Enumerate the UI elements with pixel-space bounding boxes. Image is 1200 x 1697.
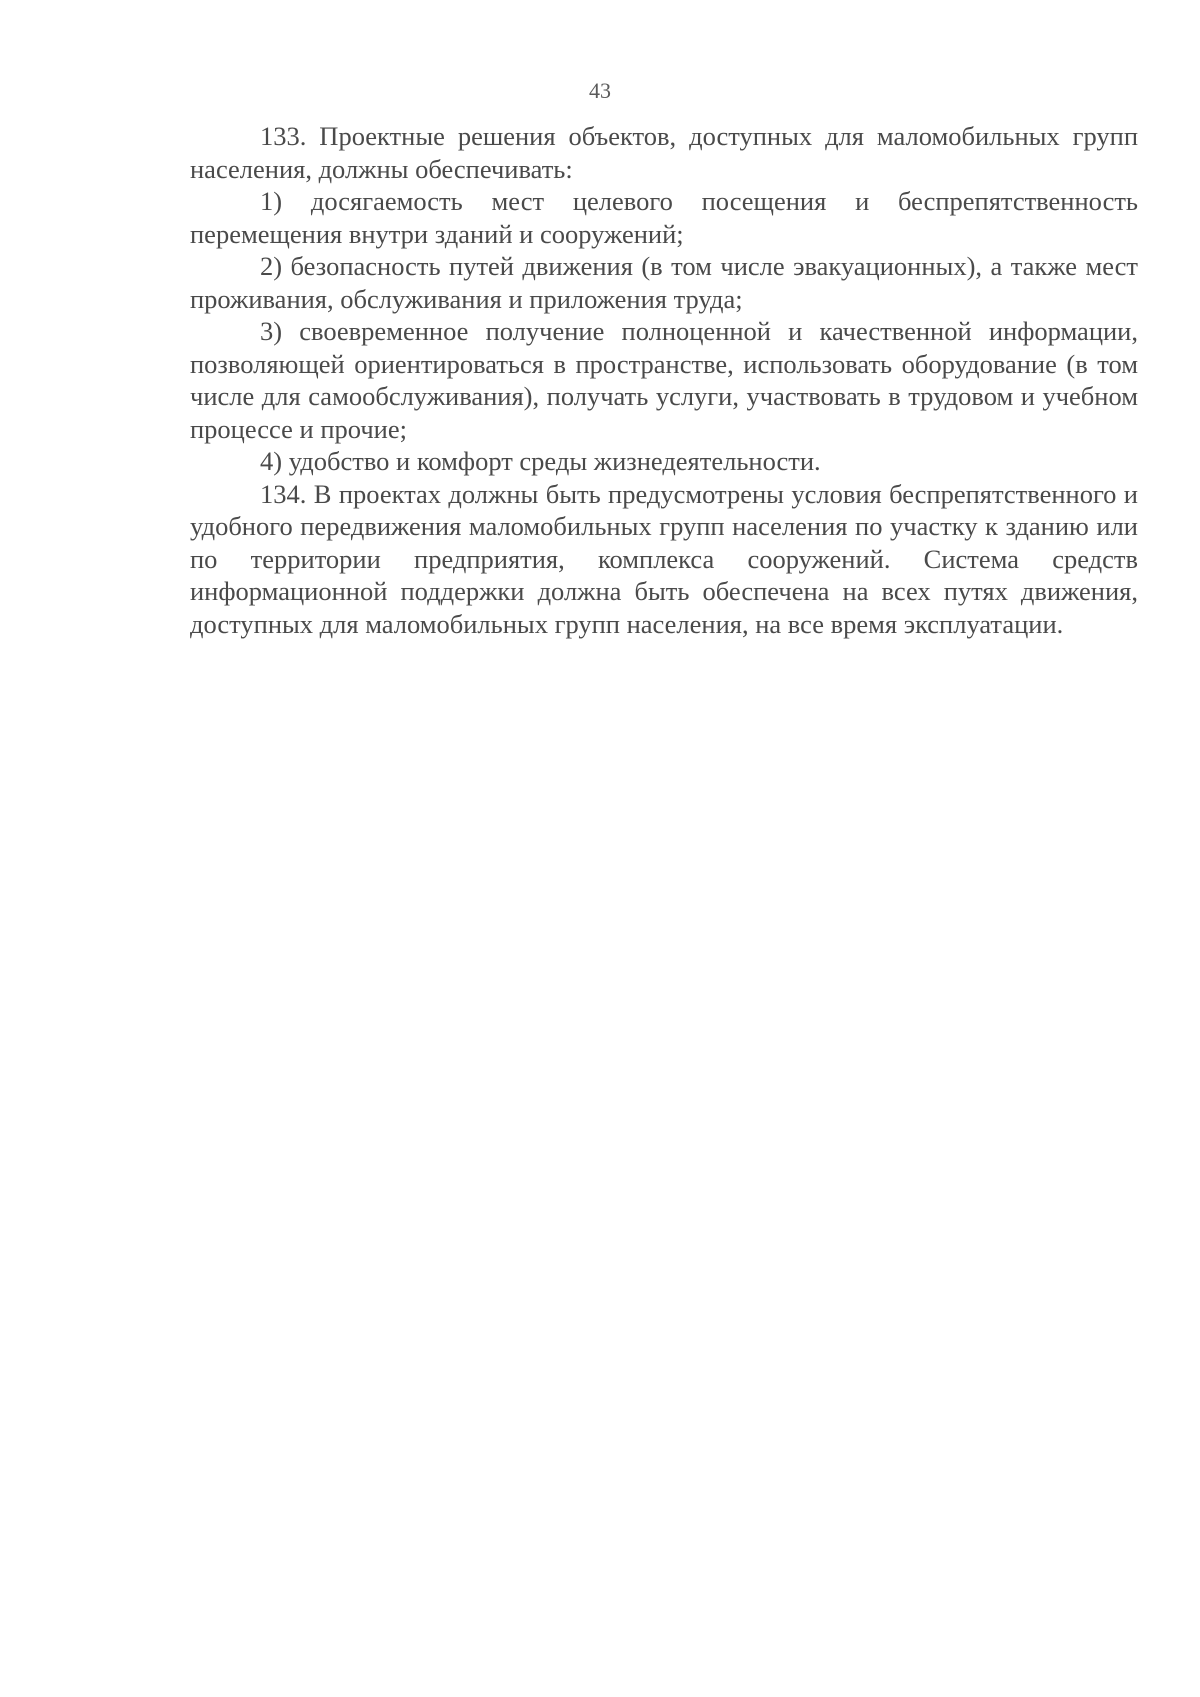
list-item-3: 3) своевременное получение полноценной и качественной информации, позволяющей ориентироваться в пространстве, использовать оборудование (в том числе для самообслуживания), получать услуги, участвовать в трудовом и учебном процессе и прочие; (190, 316, 1138, 444)
list-item-2: 2) безопасность путей движения (в том числе эвакуационных), а также мест проживания, обслуживания и приложения труда; (190, 251, 1138, 314)
page-number: 43 (589, 78, 611, 103)
paragraph-134: 134. В проектах должны быть предусмотрены условия беспрепятственного и удобного передвижения маломобильных групп населения по участку к зданию или по территории предприятия, комплекса сооружений. Система средств информационной поддержки должна быть обеспечена на всех путях движения, доступных для маломобильных групп населения, на все время эксплуатации. (190, 478, 1138, 639)
list-item-4: 4) удобство и комфорт среды жизнедеятельности. (260, 446, 821, 476)
list-item-1: 1) досягаемость мест целевого посещения и беспрепятственность перемещения внутри зданий и сооружений; (190, 186, 1138, 249)
paragraph-133: 133. Проектные решения объектов, доступных для маломобильных групп населения, должны обеспечивать: (190, 121, 1138, 184)
document-body (190, 120, 1138, 640)
